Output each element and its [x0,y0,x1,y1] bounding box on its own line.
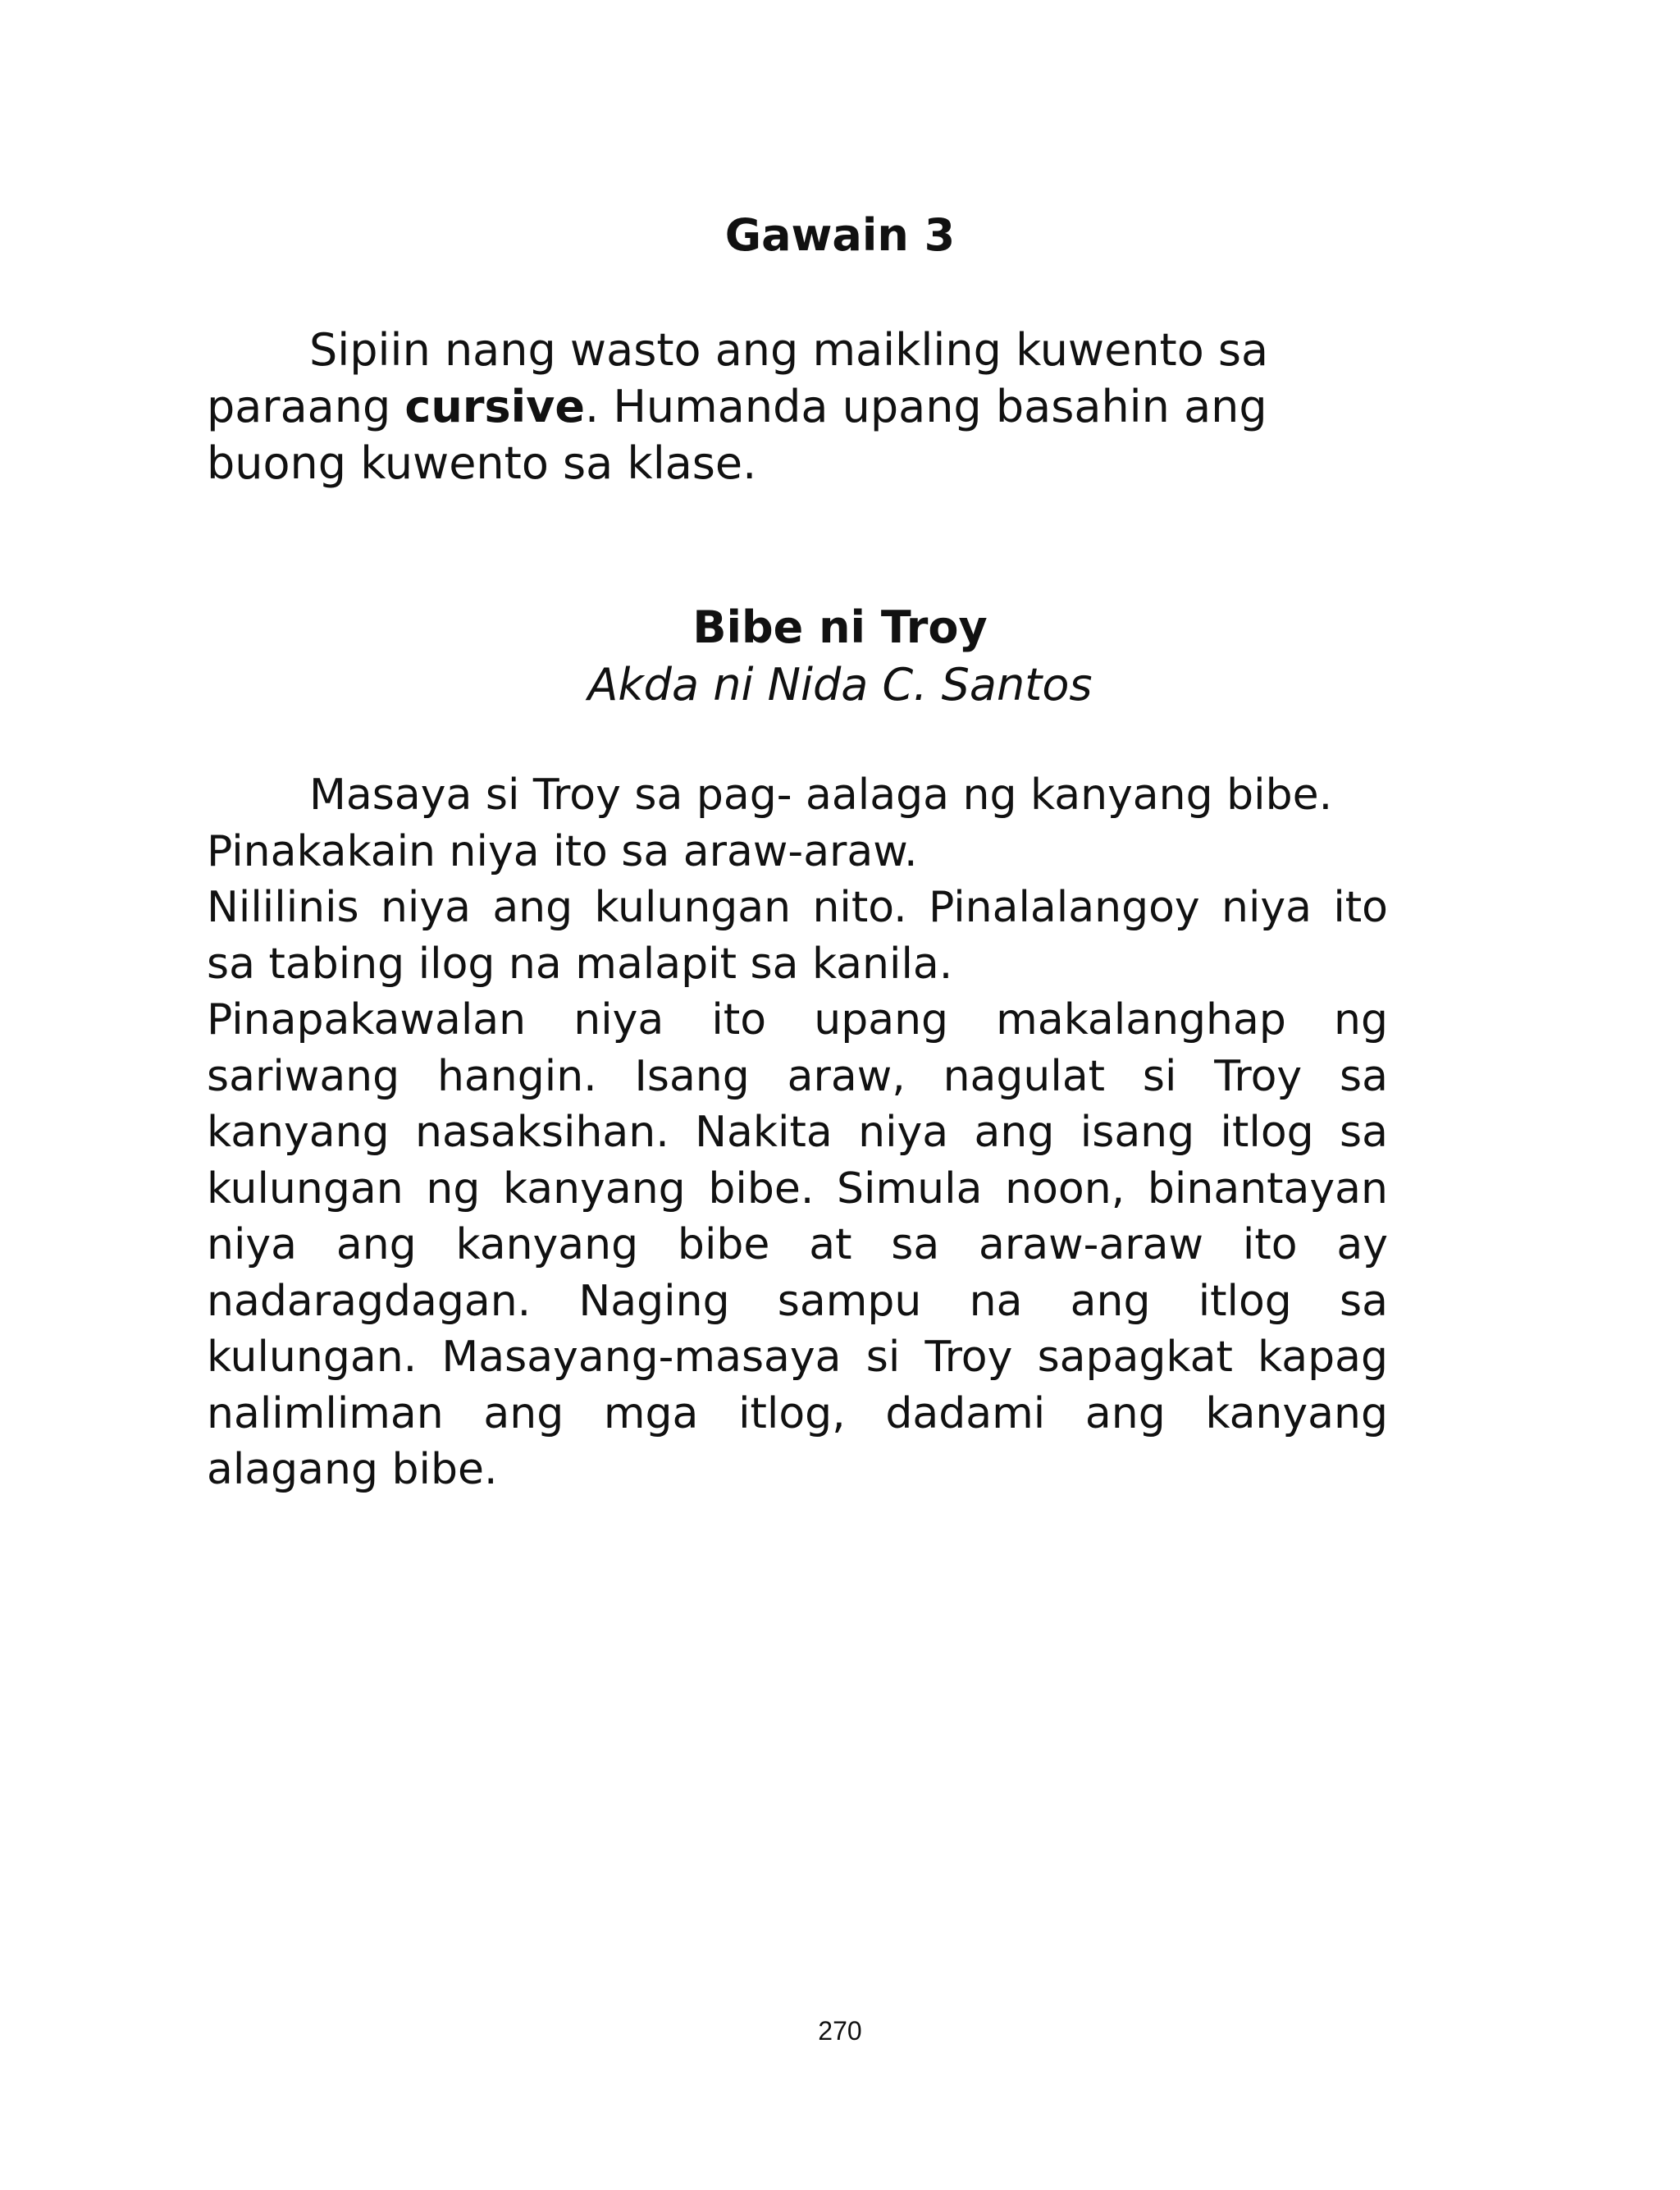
story-paragraph-1: Masaya si Troy sa pag- aalaga ng kanyang bibe. Pinakakain niya ito sa araw-araw. [207,770,1333,876]
instructions-text-part1: Sipiin nang wasto ang maikling kuwento sa paraang [207,324,1269,432]
page-number: 270 [818,2016,862,2046]
story-body [207,767,1388,1498]
story-title: Bibe ni Troy [692,601,988,653]
story-paragraph-2: Nililinis niya ang kulungan nito. Pinalalangoy niya ito sa tabing ilog na malapit sa kanila. [207,883,1388,989]
instructions-paragraph [207,322,1355,491]
story-paragraph-3: Pinapakawalan niya ito upang makalanghap ng sariwang hangin. Isang araw, nagulat si Troy sa kanyang nasaksihan. Nakita niya ang isang itlog sa kulungan ng kanyang bibe. Simula noon, binantayan niya ang kanyang bibe at sa araw-araw ito ay nadaragdagan. Naging sampu na ang itlog sa kulungan. Masayang-masaya si Troy sapagkat kapag nalimliman ang mga itlog, dadami ang kanyang alagang bibe. [207,995,1388,1494]
activity-title: Gawain 3 [724,209,956,261]
instructions-emphasis: cursive [404,381,585,432]
story-author: Akda ni Nida C. Santos [587,659,1093,711]
instructions-text-part2: . Humanda upang basahin ang buong kuwento sa klase. [207,381,1267,489]
